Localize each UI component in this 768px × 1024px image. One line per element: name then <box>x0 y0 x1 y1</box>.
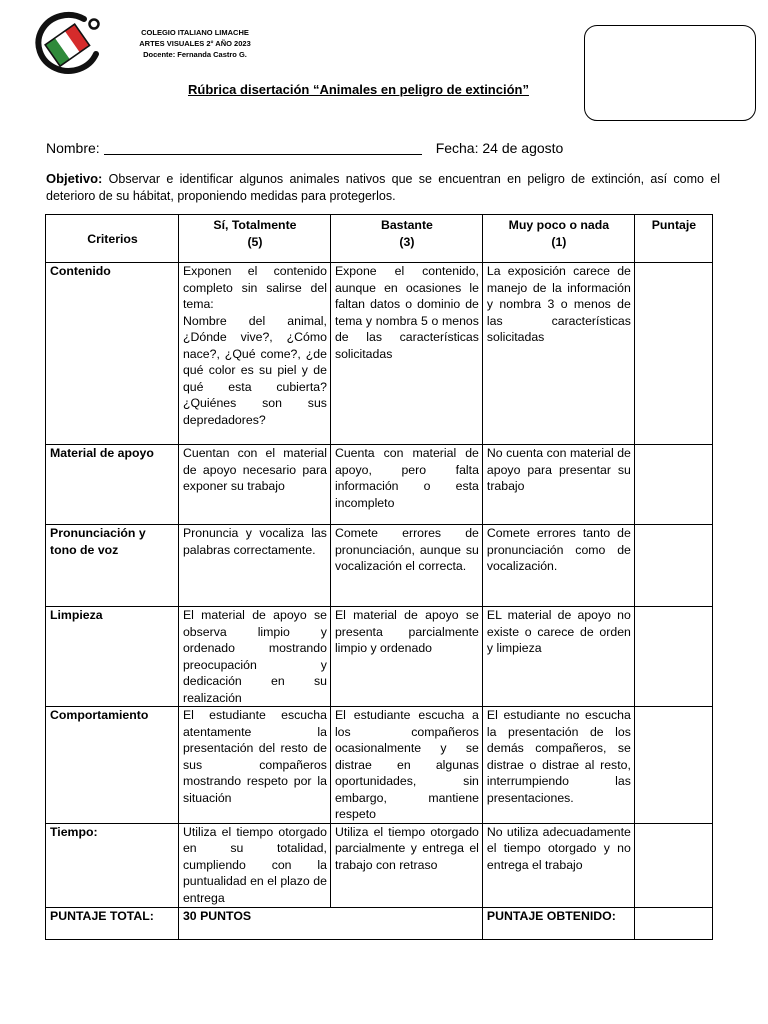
criterion-cell: Limpieza <box>46 607 179 707</box>
date-label: Fecha: 24 de agosto <box>435 140 564 156</box>
score-cell[interactable] <box>634 823 712 907</box>
header-level-mid <box>330 215 482 263</box>
total-row <box>46 907 713 939</box>
table-row <box>46 445 713 525</box>
score-cell[interactable] <box>634 525 712 607</box>
level-mid-cell: El estudiante escucha a los compañeros ocasionalmente y se distrae en algunas oportunidades, sin embargo, mantiene respeto <box>330 707 482 824</box>
school-name: COLEGIO ITALIANO LIMACHE <box>141 28 249 37</box>
level-high-cell: Utiliza el tiempo otorgado en su totalidad, cumpliendo con la puntualidad en el plazo de entrega <box>178 823 330 907</box>
level-high-cell: Cuentan con el material de apoyo necesario para exponer su trabajo <box>178 445 330 525</box>
level-low-cell: El estudiante no escucha la presentación de los demás compañeros, se distrae o distrae al resto, interrumpiendo las presentaciones. <box>482 707 634 824</box>
level-high-cell: El material de apoyo se observa limpio y ordenado mostrando preocupación y dedicación en su realización <box>178 607 330 707</box>
table-header-row <box>46 215 713 263</box>
table-row <box>46 263 713 445</box>
criterion-cell: Material de apoyo <box>46 445 179 525</box>
school-logo <box>32 10 106 76</box>
school-header <box>120 27 270 60</box>
name-date-line <box>46 140 563 156</box>
total-label: PUNTAJE TOTAL: <box>46 907 179 939</box>
level-low-cell: La exposición carece de manejo de la información y nombra 3 o menos de las características solicitadas <box>482 263 634 445</box>
level-mid-cell: Comete errores de pronunciación, aunque su vocalización el correcta. <box>330 525 482 607</box>
obtained-label: PUNTAJE OBTENIDO: <box>482 907 634 939</box>
total-value: 30 PUNTOS <box>178 907 482 939</box>
criterion-cell: Contenido <box>46 263 179 445</box>
rubric-table <box>45 214 713 940</box>
criterion-cell: Pronunciación y tono de voz <box>46 525 179 607</box>
score-cell[interactable] <box>634 707 712 824</box>
level-low-points: (1) <box>551 234 567 249</box>
level-high-points: (5) <box>247 234 263 249</box>
level-high-cell: Pronuncia y vocaliza las palabras correctamente. <box>178 525 330 607</box>
header-criteria: Criterios <box>46 215 179 263</box>
obtained-score-cell[interactable] <box>634 907 712 939</box>
level-mid-cell: Expone el contenido, aunque en ocasiones le faltan datos o dominio de tema y nombra 5 o menos de las características solicitadas <box>330 263 482 445</box>
course-label: ARTES VISUALES 2° AÑO 2023 <box>139 39 251 48</box>
table-row <box>46 707 713 824</box>
level-mid-points: (3) <box>399 234 415 249</box>
criterion-cell: Tiempo: <box>46 823 179 907</box>
score-box[interactable] <box>584 25 756 121</box>
score-cell[interactable] <box>634 445 712 525</box>
score-cell[interactable] <box>634 263 712 445</box>
level-mid-name: Bastante <box>380 218 433 232</box>
level-low-cell: No cuenta con material de apoyo para presentar su trabajo <box>482 445 634 525</box>
header-level-high <box>178 215 330 263</box>
level-high-cell: El estudiante escucha atentamente la presentación del resto de sus compañeros mostrando respeto por la situación <box>178 707 330 824</box>
level-high-name: Sí, Totalmente <box>213 218 297 232</box>
level-mid-cell: El material de apoyo se presenta parcialmente limpio y ordenado <box>330 607 482 707</box>
level-low-name: Muy poco o nada <box>508 218 610 232</box>
criterion-cell: Comportamiento <box>46 707 179 824</box>
level-mid-cell: Utiliza el tiempo otorgado parcialmente y entrega el trabajo con retraso <box>330 823 482 907</box>
level-high-cell: Exponen el contenido completo sin salirse del tema: Nombre del animal, ¿Dónde vive?, ¿Cómo nace?, ¿Qué come?, ¿de qué color es su piel y de qué esta cubierta? ¿Quiénes son sus depredadores? <box>178 263 330 445</box>
level-mid-cell: Cuenta con material de apoyo, pero falta información o esta incompleto <box>330 445 482 525</box>
objective <box>46 170 720 205</box>
table-row <box>46 525 713 607</box>
page-title: Rúbrica disertación “Animales en peligro de extinción” <box>188 82 529 97</box>
header-score: Puntaje <box>634 215 712 263</box>
header-level-low <box>482 215 634 263</box>
objective-label: Objetivo: <box>46 171 103 186</box>
objective-text: Observar e identificar algunos animales nativos que se encuentran en peligro de extinción, así como el deterioro de su hábitat, proponiendo medidas para protegerlos. <box>46 172 720 203</box>
table-row <box>46 607 713 707</box>
level-low-cell: Comete errores tanto de pronunciación como de vocalización. <box>482 525 634 607</box>
table-row <box>46 823 713 907</box>
level-low-cell: EL material de apoyo no existe o carece de orden y limpieza <box>482 607 634 707</box>
name-blank[interactable] <box>104 153 422 155</box>
score-cell[interactable] <box>634 607 712 707</box>
level-low-cell: No utiliza adecuadamente el tiempo otorgado y no entrega el trabajo <box>482 823 634 907</box>
teacher-label: Docente: Fernanda Castro G. <box>143 50 247 59</box>
name-label: Nombre: <box>46 140 100 156</box>
